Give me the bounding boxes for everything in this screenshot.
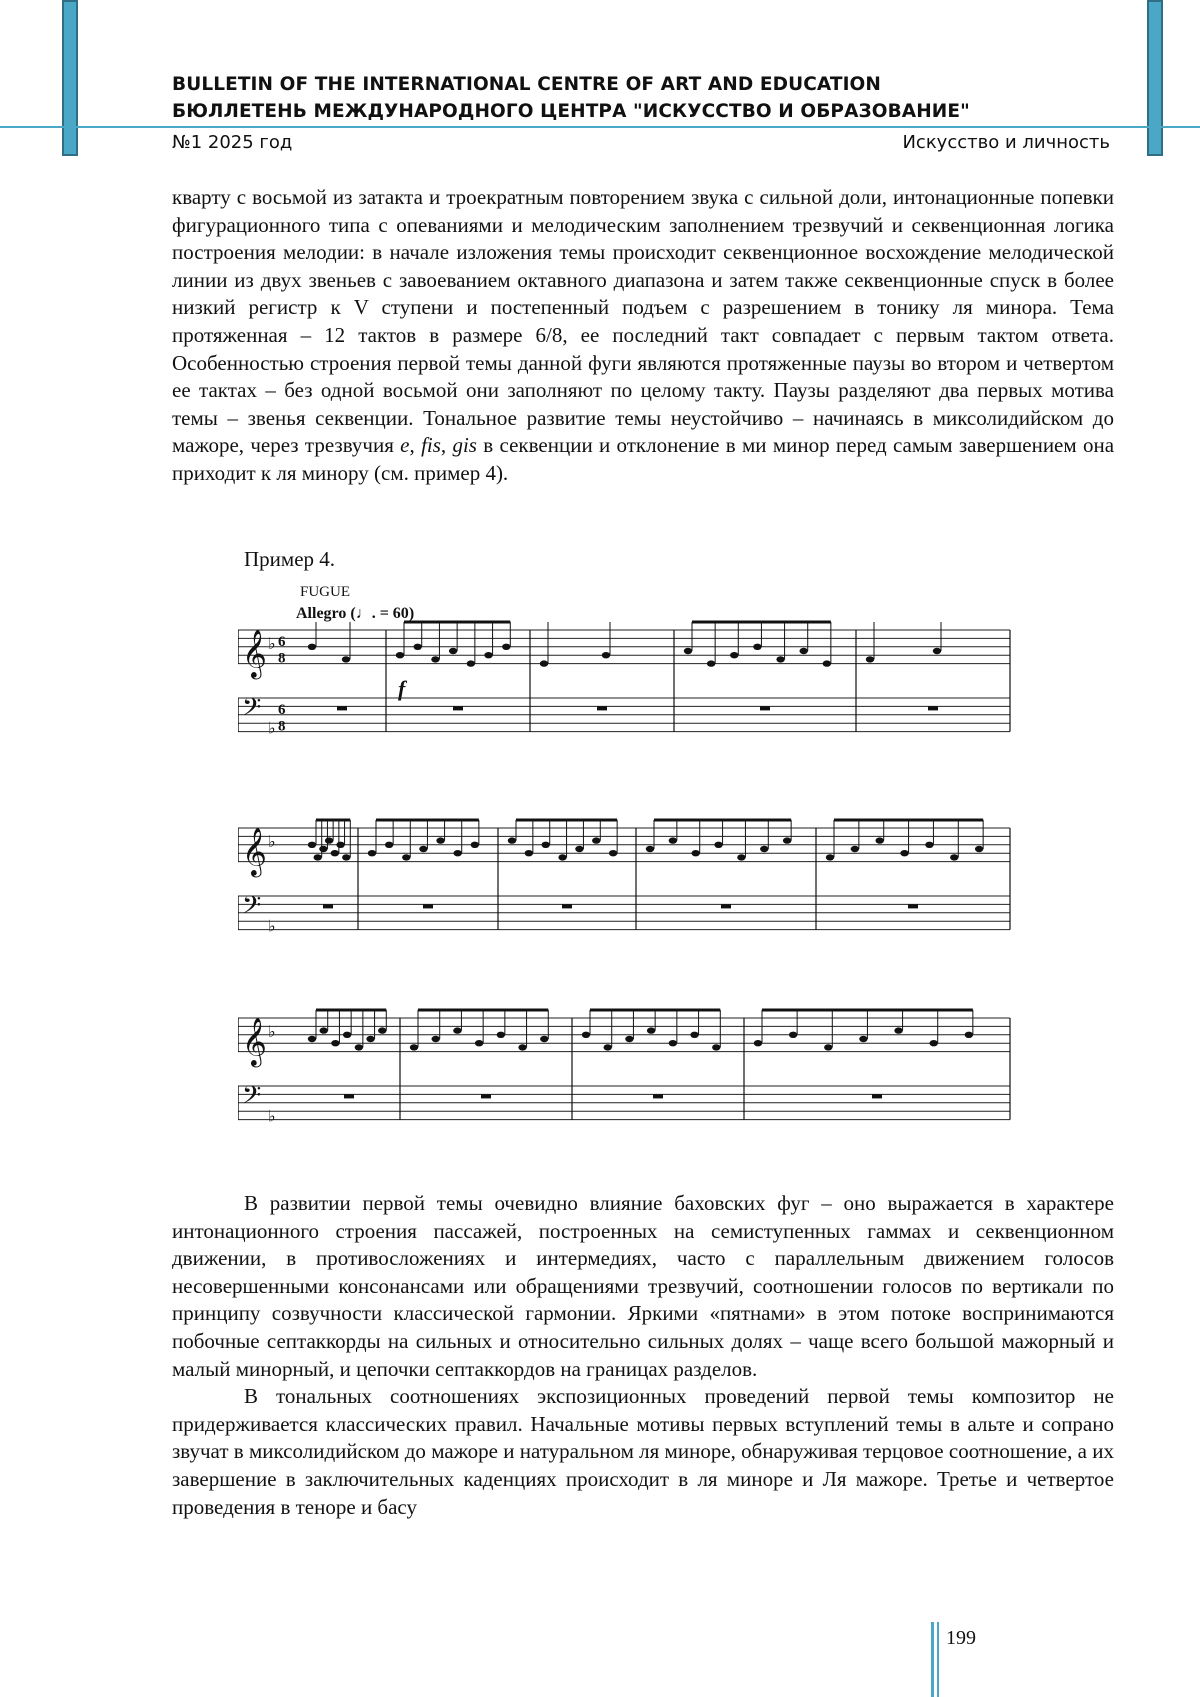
bass-clef-icon: 𝄢 [242, 890, 262, 926]
note-head [975, 846, 983, 852]
note-head [355, 1044, 363, 1050]
whole-rest-icon [597, 706, 607, 710]
dynamic-mark: f [398, 676, 406, 701]
time-signature-top: 6 [278, 701, 286, 718]
time-signature-bottom: 8 [278, 650, 286, 667]
paragraph-2: В развитии первой темы очевидно влияние баховских фуг – оно выражается в характере интонационного строения пассажей, построенных на семиступенных гаммах и секвенционном движении, в противосложениях и интермедиях, часто с параллельным движением голосов несовершенными консонансами или обращениями трезвучий, соотношении голосов по вертикали по принципу созвучности классической гармонии. Яркими «пятнами» в этом потоке воспринимаются побочные септаккорды на сильных и относительно сильных долях – чаще всего большой мажорный и малый минорный, и цепочки септаккордов на границах разделов. [172, 1191, 1114, 1381]
note-head [467, 660, 475, 666]
note-head [714, 842, 722, 848]
paragraph-top-end: в секвенции и отклонение в ми минор перед самым завершением она приходит к ля минору (см. пример 4). [172, 433, 1115, 485]
note-head [342, 656, 350, 662]
treble-clef-icon: 𝄞 [242, 826, 267, 876]
note-head [950, 854, 958, 860]
header-rule [0, 126, 1200, 128]
note-head [558, 854, 566, 860]
note-head [453, 1027, 461, 1033]
article-body-bottom [172, 1190, 1114, 1521]
whole-rest-icon [908, 904, 918, 908]
score-tempo-word: Allegro [296, 605, 347, 622]
note-head [454, 850, 462, 856]
note-head [414, 644, 422, 650]
note-head [789, 1032, 797, 1038]
note-head [475, 1040, 483, 1046]
note-head [925, 842, 933, 848]
note-head [331, 850, 339, 856]
note-head [431, 656, 439, 662]
whole-rest-icon [562, 904, 572, 908]
example-label: Пример 4. [244, 547, 336, 571]
note-head [331, 1040, 339, 1046]
key-signature-flat-icon: ♭ [268, 1021, 276, 1041]
issue-label: №1 2025 год [172, 132, 293, 153]
note-head [826, 854, 834, 860]
whole-rest-icon [872, 1094, 882, 1098]
note-head [707, 660, 715, 666]
key-signature-flat-icon: ♭ [268, 1106, 276, 1126]
note-head [385, 842, 393, 848]
note-head [609, 850, 617, 856]
note-head [866, 656, 874, 662]
note-head [604, 1044, 612, 1050]
chord-gis: gis [452, 433, 477, 458]
note-head [368, 850, 376, 856]
whole-rest-icon [423, 904, 433, 908]
note-head [712, 1044, 720, 1050]
note-head [800, 648, 808, 654]
note-head [900, 850, 908, 856]
whole-rest-icon [653, 1094, 663, 1098]
note-head [592, 837, 600, 843]
score-tempo-value: = 60 [379, 605, 409, 622]
note-head [859, 1036, 867, 1042]
note-head [730, 652, 738, 658]
note-head [824, 1044, 832, 1050]
note-head [753, 644, 761, 650]
treble-clef-icon: 𝄞 [242, 1016, 267, 1066]
note-head [776, 656, 784, 662]
footer-rule-1 [931, 1622, 934, 1697]
note-head [508, 837, 516, 843]
note-head [625, 1036, 633, 1042]
note-head [320, 1027, 328, 1033]
note-head [876, 837, 884, 843]
whole-rest-icon [481, 1094, 491, 1098]
note-head [325, 837, 333, 843]
note-head [308, 644, 316, 650]
note-head [366, 1036, 374, 1042]
bass-clef-icon: 𝄢 [242, 1080, 262, 1116]
paragraph-3: В тональных соотношениях экспозиционных проведений первой темы композитор не придерживается классических правил. Начальные мотивы первых вступлений темы в альте и сопрано звучат в миксолидийском до мажоре и натуральном ля миноре, обнаруживая терцовое соотношение, а их завершение в заключительных каденциях происходит в ля миноре и Ля мажоре. Третье и четвертое проведения в теноре и басу [172, 1384, 1114, 1519]
note-head [692, 850, 700, 856]
note-head [602, 652, 610, 658]
note-head [342, 854, 350, 860]
note-head [542, 842, 550, 848]
paragraph-top-text: кварту с восьмой из затакта и троекратным повторением звука с сильной доли, интонационные попевки фигурационного типа с опеваниями и мелодическим заполнением трезвучий и секвенционная логика построения мелодии: в начале изложения темы происходит секвенционное восхождение мелодической линии из двух звеньев с завоеванием октавного диапазона и затем также секвенционные спуск в более низкий регистр к V ступени и постепенный подъем с разрешением в тонику ля минора. Тема протяженная – 12 тактов в размере 6/8, ее последний такт совпадает с первым тактом ответа. Особенностью строения первой темы данной фуги являются протяженные паузы во втором и четвертом ее тактах – без одной восьмой они заполняют по целому такту. Паузы разделяют два первых мотива темы – звенья секвенции. Тональное развитие темы неустойчиво – начинаясь в миксолидийском до мажоре, через трезвучия [172, 185, 1114, 458]
score-systems [238, 622, 1010, 1126]
note-head [684, 648, 692, 654]
chord-e: e [400, 433, 410, 458]
note-head [737, 854, 745, 860]
note-head [419, 846, 427, 852]
whole-rest-icon [760, 706, 770, 710]
note-head [484, 652, 492, 658]
page-number: 199 [946, 1627, 976, 1649]
treble-clef-icon: 𝄞 [242, 628, 267, 678]
note-head [436, 837, 444, 843]
time-signature-bottom: 8 [278, 718, 286, 735]
section-label: Искусство и личность [902, 132, 1110, 153]
note-head [471, 842, 479, 848]
paragraph-top: кварту с восьмой из затакта и троекратным повторением звука с сильной доли, интонационные попевки фигурационного типа с опеваниями и мелодическим заполнением трезвучий и секвенционная логика построения мелодии: в начале изложения темы происходит секвенционное восхождение мелодической линии из двух звеньев с завоеванием октавного диапазона и затем также секвенционные спуск в более низкий регистр к V ступени и постепенный подъем с разрешением в тонику ля минора. Тема протяженная – 12 тактов в размере 6/8, ее последний такт совпадает с первым тактом ответа. Особенностью строения первой темы данной фуги являются протяженные паузы во втором и четвертом ее тактах – без одной восьмой они заполняют по целому такту. Паузы разделяют два первых мотива темы – звенья секвенции. Тональное развитие темы неустойчиво – начинаясь в миксолидийском до мажоре, через трезвучия e, fis, gis в секвенции и отклонение в ми минор перед самым завершением она приходит к ля минору (см. пример 4). [172, 185, 1115, 485]
key-signature-flat-icon: ♭ [268, 916, 276, 936]
note-head [432, 1036, 440, 1042]
key-signature-flat-icon: ♭ [268, 831, 276, 851]
note-head [410, 1044, 418, 1050]
note-head [319, 846, 327, 852]
note-head [314, 854, 322, 860]
whole-rest-icon [928, 706, 938, 710]
chord-fis: fis [421, 433, 441, 458]
note-head [894, 1027, 902, 1033]
whole-rest-icon [344, 1094, 354, 1098]
note-head [502, 644, 510, 650]
key-signature-flat-icon: ♭ [268, 718, 276, 738]
note-head [518, 1044, 526, 1050]
note-head [760, 846, 768, 852]
note-head [378, 1027, 386, 1033]
note-head [308, 842, 316, 848]
music-score [238, 578, 1098, 1148]
note-head [965, 1032, 973, 1038]
note-head [525, 850, 533, 856]
note-head [497, 1032, 505, 1038]
note-head [783, 837, 791, 843]
note-head [336, 842, 344, 848]
time-signature-top: 6 [278, 633, 286, 650]
note-head [575, 846, 583, 852]
header-decor-bar-left [62, 0, 78, 156]
footer-rule-2 [937, 1622, 939, 1697]
article-body-top [172, 184, 1114, 488]
note-head [540, 1036, 548, 1042]
note-head [540, 660, 548, 666]
header-decor-bar-right [1147, 0, 1163, 156]
note-head [647, 1027, 655, 1033]
whole-rest-icon [323, 904, 333, 908]
note-head [690, 1032, 698, 1038]
key-signature-flat-icon: ♭ [268, 633, 276, 653]
score-tempo: Allegro (♩. = 60) [296, 605, 415, 622]
note-head [933, 648, 941, 654]
note-head [582, 1032, 590, 1038]
note-head [396, 652, 404, 658]
note-head [343, 1032, 351, 1038]
note-head [754, 1040, 762, 1046]
journal-title-ru: БЮЛЛЕТЕНЬ МЕЖДУНАРОДНОГО ЦЕНТРА "ИСКУССТВО И ОБРАЗОВАНИЕ" [172, 101, 970, 122]
note-head [646, 846, 654, 852]
bass-clef-icon: 𝄢 [242, 692, 262, 728]
journal-title-en: BULLETIN OF THE INTERNATIONAL CENTRE OF ART AND EDUCATION [172, 74, 881, 95]
whole-rest-icon [337, 706, 347, 710]
note-head [669, 837, 677, 843]
score-heading: FUGUE [300, 584, 351, 600]
note-head [669, 1040, 677, 1046]
whole-rest-icon [453, 706, 463, 710]
note-head [449, 648, 457, 654]
note-head [930, 1040, 938, 1046]
whole-rest-icon [721, 904, 731, 908]
note-head [308, 1036, 316, 1042]
note-head [851, 846, 859, 852]
note-head [823, 660, 831, 666]
note-head [402, 854, 410, 860]
